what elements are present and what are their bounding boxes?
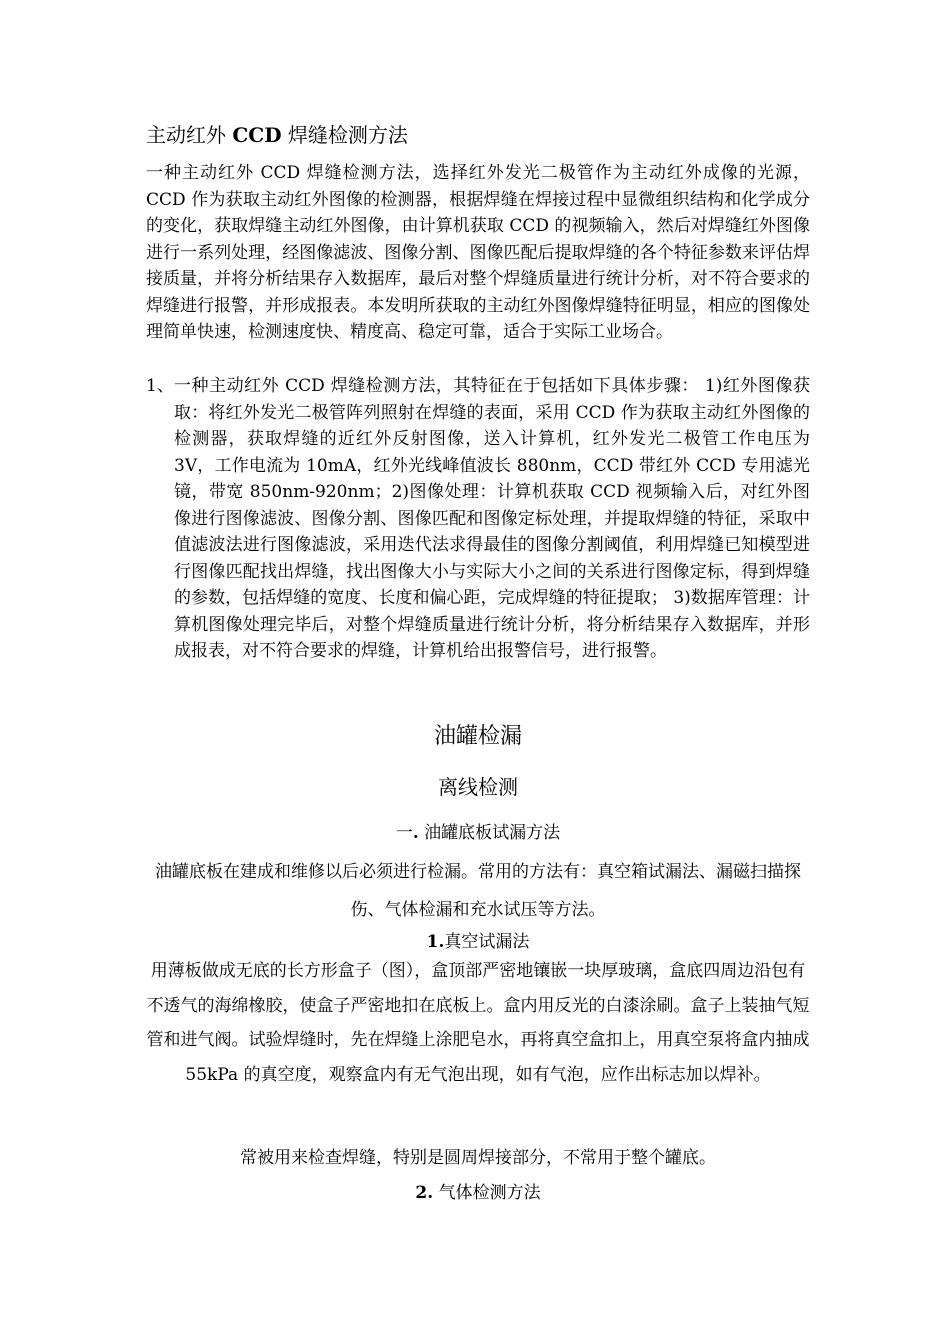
title-suffix: 焊缝检测方法 [281, 123, 408, 147]
heading1-prefix: 一 [395, 823, 413, 843]
claim-number: 1、 [146, 376, 174, 396]
heading-vacuum-test [146, 929, 810, 955]
title-bold: CCD [232, 123, 282, 147]
heading1-dot: . [412, 823, 419, 843]
paragraph-weld-usage: 常被用来检查焊缝，特别是圆周焊接部分，不常用于整个罐底。 [240, 1148, 716, 1168]
heading3-text: 气体检测方法 [433, 1183, 541, 1203]
heading1-text: 油罐底板试漏方法 [418, 823, 561, 843]
paragraph-vacuum-box: 用薄板做成无底的长方形盒子（图），盒顶部严密地镶嵌一块厚玻璃，盒底四周边沿包有不透气的海绵橡胶，使盒子严密地扣在底板上。盒内用反光的白漆涂刷。盒子上装抽气短管和进气阀。试验焊缝时，先在焊缝上涂肥皂水，再将真空盒扣上，用真空泵将盒内抽成 55kPa 的真空度，观察盒内有无气泡出现，如有气泡，应作出标志加以焊补。 [146, 961, 810, 1085]
section-title-ccd [146, 121, 408, 149]
heading-gas-detection [146, 1180, 810, 1206]
heading2-number: 1. [426, 932, 445, 952]
section-title-oil-tank: 油罐检漏 [433, 724, 522, 749]
heading2-text: 真空试漏法 [444, 932, 530, 952]
abstract-paragraph: 一种主动红外 CCD 焊缝检测方法，选择红外发光二极管作为主动红外成像的光源，CCD 作为获取主动红外图像的检测器，根据焊缝在焊接过程中显微组织结构和化学成分的变化，获取焊缝主动红外图像，由计算机获取 CCD 的视频输入，然后对焊缝红外图像进行一系列处理，经图像滤波、图像分割、图像匹配后提取焊缝的各个特征参数来评估焊接质量，并将分析结果存入数据库，最后对整个焊缝质量进行统计分析，对不符合要求的焊缝进行报警，并形成报表。本发明所获取的主动红外图像焊缝特征明显，相应的图像处理简单快速，检测速度快、精度高、稳定可靠，适合于实际工业场合。 [146, 163, 810, 342]
heading-tank-floor-method [146, 820, 810, 846]
claim-text: 一种主动红外 CCD 焊缝检测方法，其特征在于包括如下具体步骤： 1)红外图像获取：将红外发光二极管阵列照射在焊缝的表面，采用 CCD 作为获取主动红外图像的检测器，获取焊缝的近红外反射图像，送入计算机，红外发光二极管工作电压为 3V，工作电流为 10mA，红外光线峰值波长 880nm，CCD 带红外 CCD 专用滤光镜，带宽 850nm-920nm；2)图像处理：计算机获取 CCD 视频输入后，对红外图像进行图像滤波、图像分割、图像匹配和图像定标处理，并提取焊缝的特征，采取中值滤波法进行图像滤波，采用迭代法求得最佳的图像分割阈值，利用焊缝已知模型进行图像匹配找出焊缝，找出图像大小与实际大小之间的关系进行图像定标，得到焊缝的参数，包括焊缝的宽度、长度和偏心距，完成焊缝的特征提取； 3)数据库管理：计算机图像处理完毕后，对整个焊缝质量进行统计分析，将分析结果存入数据库，并形成报表，对不符合要求的焊缝，计算机给出报警信号，进行报警。 [174, 376, 810, 661]
paragraph-leak-methods: 油罐底板在建成和维修以后必须进行检漏。常用的方法有：真空箱试漏法、漏磁扫描探伤、气体检漏和充水试压等方法。 [155, 862, 801, 920]
section-subtitle-offline: 离线检测 [438, 775, 518, 799]
title-prefix: 主动红外 [146, 123, 233, 147]
claim-1 [146, 373, 810, 665]
heading3-number: 2. [415, 1183, 434, 1203]
